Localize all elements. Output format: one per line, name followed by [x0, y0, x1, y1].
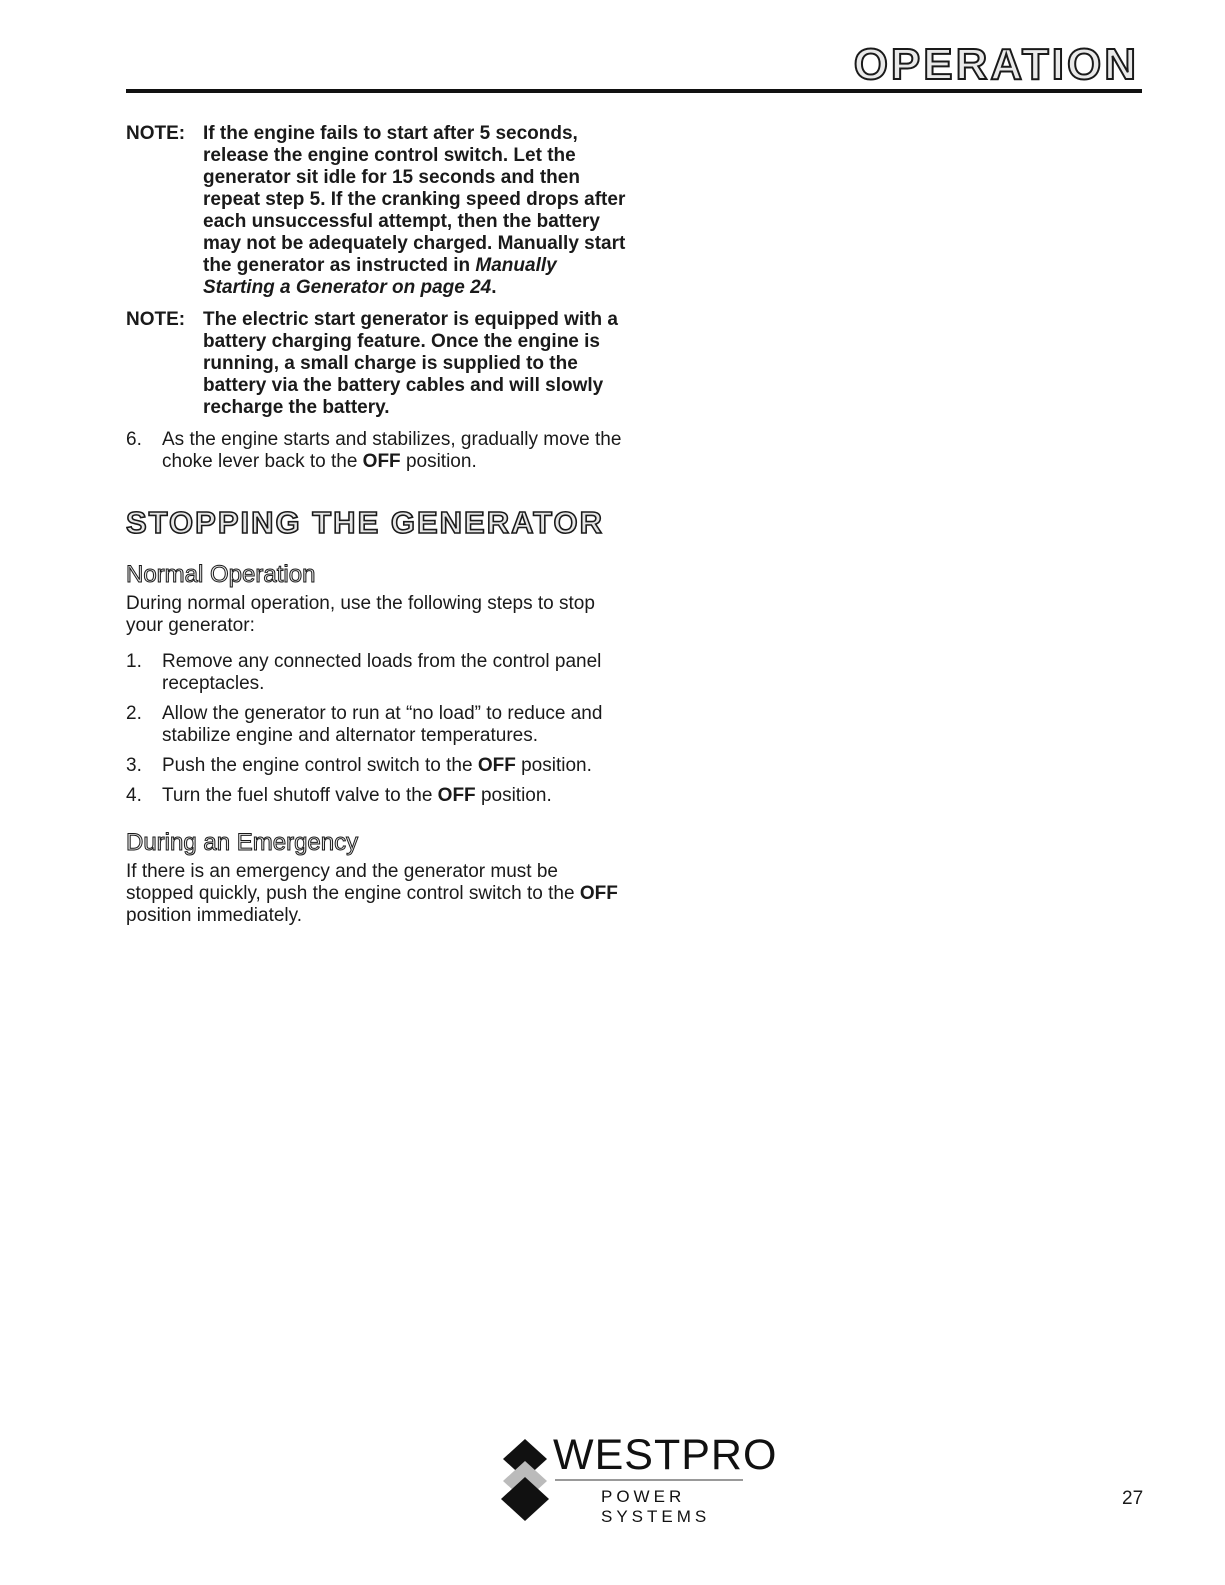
- section-header: OPERATION: [853, 40, 1139, 89]
- note-reference-end: .: [491, 277, 497, 298]
- step-number: 4.: [126, 785, 142, 806]
- step-text-part: position.: [475, 785, 552, 806]
- step-text-part: Turn the fuel shutoff valve to the: [162, 785, 438, 806]
- emergency-text: [126, 861, 626, 927]
- step-number: 1.: [126, 651, 142, 672]
- normal-intro: During normal operation, use the following steps to stop your generator:: [126, 593, 595, 636]
- step-text: [162, 755, 626, 777]
- logo-wordmark: WESTPRO: [553, 1431, 778, 1479]
- note-2: [126, 309, 626, 419]
- logo-subtitle: POWER SYSTEMS: [601, 1487, 711, 1526]
- normal-steps-list: [126, 651, 626, 807]
- westpro-logo: [495, 1431, 778, 1526]
- note-1: [126, 123, 626, 299]
- step-keyword: OFF: [437, 785, 476, 806]
- emergency-keyword: OFF: [579, 883, 618, 904]
- list-item: [126, 755, 626, 777]
- step-text-part: position.: [515, 755, 592, 776]
- note-text: [203, 123, 626, 299]
- step-text-part: Allow the generator to run at “no load” to reduce and stabilize engine and alternator temperatures.: [162, 703, 603, 746]
- step-number: 3.: [126, 755, 142, 776]
- step-6: [126, 429, 626, 473]
- note-label: NOTE:: [126, 309, 186, 330]
- header-rule: [126, 89, 1142, 93]
- step-text: [162, 429, 626, 473]
- step-text: [162, 785, 626, 807]
- subsection-title-emergency: During an Emergency: [126, 829, 359, 856]
- step-keyword: OFF: [477, 755, 516, 776]
- list-item: [126, 785, 626, 807]
- step-keyword: OFF: [362, 451, 401, 472]
- note-label: NOTE:: [126, 123, 186, 144]
- step-text-part: As the engine starts and stabilizes, gradually move the choke lever back to the: [162, 429, 622, 472]
- step-text: [162, 703, 626, 747]
- emergency-text-part: position immediately.: [126, 905, 303, 926]
- step-number: 6.: [126, 429, 142, 450]
- content-column: [126, 123, 626, 941]
- diamond-icon: [495, 1431, 555, 1526]
- step-text-part: Remove any connected loads from the control panel receptacles.: [162, 651, 602, 694]
- note-body: If the engine fails to start after 5 seconds, release the engine control switch. Let the generator sit idle for 15 seconds and then repeat step 5. If the cranking speed drops after each unsuccessful attempt, then the battery may not be adequately charged. Manually start the generator as instructed in: [203, 123, 626, 276]
- subsection-title-normal: Normal Operation: [126, 561, 316, 588]
- emergency-text-part: If there is an emergency and the generator must be stopped quickly, push the engine control switch to the: [126, 861, 580, 904]
- logo-rule: [555, 1479, 743, 1481]
- list-item: [126, 703, 626, 747]
- section-title: STOPPING THE GENERATOR: [126, 505, 605, 540]
- note-reference-link[interactable]: Manually Starting a Generator on page 24: [203, 255, 557, 298]
- note-text: The electric start generator is equipped with a battery charging feature. Once the engine is running, a small charge is supplied to the battery via the battery cables and will slowly recharge the battery.: [203, 309, 618, 418]
- step-text: [162, 651, 626, 695]
- step-text-part: Push the engine control switch to the: [162, 755, 478, 776]
- step-text-part: position.: [400, 451, 477, 472]
- step-number: 2.: [126, 703, 142, 724]
- list-item: [126, 651, 626, 695]
- page-number: 27: [1122, 1488, 1144, 1509]
